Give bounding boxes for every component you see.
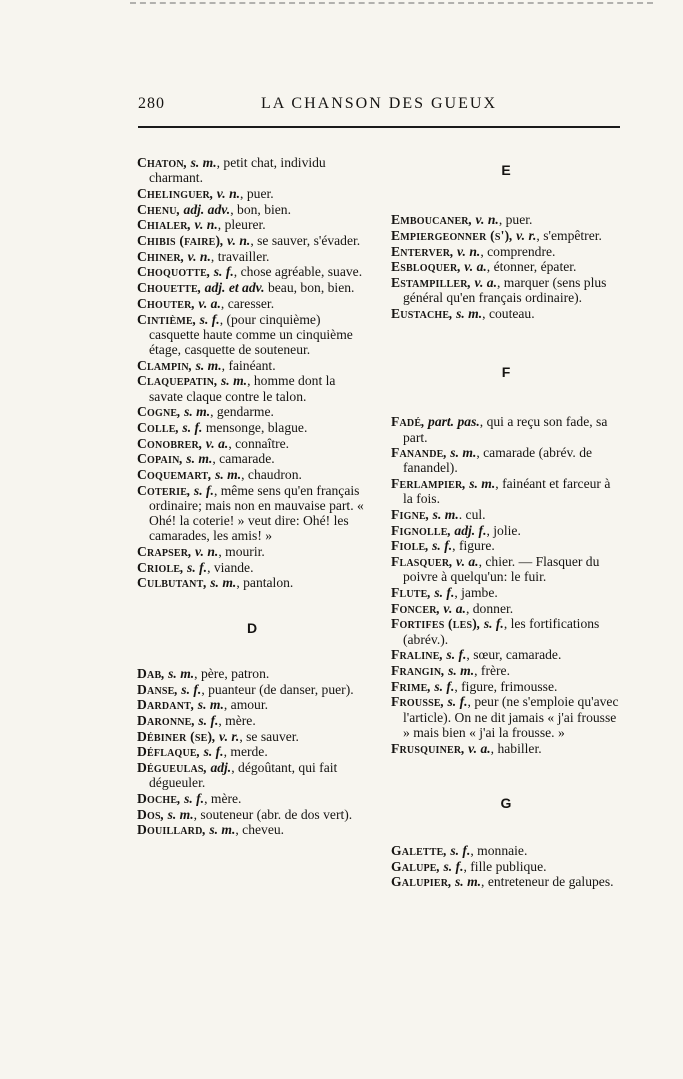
definition: , mourir. — [218, 544, 265, 560]
grammar-label: , adj. f. — [447, 522, 487, 538]
definition: , même sens qu'en français ordinaire; mais non en mauvaise part. « Ohé! la coterie! » veut dire: Ohé! les camarades, les amis! » — [149, 482, 364, 544]
definition: , homme dont la savate claque contre le talon. — [149, 373, 336, 404]
grammar-label: , s. m. — [188, 357, 222, 373]
definition: , connaître. — [228, 435, 290, 451]
grammar-label: , s. f. — [440, 694, 468, 710]
headword: Daronne — [137, 713, 192, 728]
definition: , viande. — [207, 559, 254, 575]
headword: Chialer — [137, 217, 188, 233]
definition: , bon, bien. — [230, 201, 292, 217]
grammar-label: , s. m. — [160, 806, 194, 822]
definition: , jambe. — [454, 585, 498, 601]
headword: Chouette — [137, 280, 198, 296]
grammar-label: , v. n. — [209, 185, 241, 201]
grammar-label: , v. a. — [191, 295, 221, 311]
headword: Clampin — [137, 357, 189, 373]
headword: Fanande — [391, 445, 444, 461]
definition: , (pour cinquième) casquette haute comme un cinquième étage, casquette de souteneur. — [149, 311, 353, 357]
headword: Crapser — [137, 544, 189, 560]
grammar-label: , v. n. — [220, 233, 251, 249]
dictionary-entry — [391, 414, 621, 444]
headword: Déflaque — [137, 744, 197, 760]
dictionary-entry — [137, 713, 367, 728]
headword: Flasquer — [391, 554, 450, 570]
grammar-label: , v. a. — [436, 600, 466, 616]
grammar-label: , s. m. — [161, 665, 195, 681]
dictionary-entry — [391, 601, 621, 616]
headword: Empiergeonner (s') — [391, 227, 510, 243]
definition: , dégoûtant, qui fait dégueuler. — [149, 760, 338, 791]
grammar-label: , s. f. — [443, 843, 471, 858]
definition: , figure. — [452, 538, 495, 554]
definition: mensonge, blague. — [202, 419, 308, 435]
definition: , s'empêtrer. — [536, 227, 602, 243]
definition: , chier. — Flasquer du poivre à quelqu'un: le fuir. — [403, 554, 600, 585]
dictionary-entry — [391, 306, 621, 321]
dictionary-entry — [137, 404, 367, 419]
dictionary-entry — [137, 436, 367, 451]
dictionary-entry — [137, 296, 367, 311]
definition: , comprendre. — [480, 243, 556, 259]
page-top-edge — [130, 2, 653, 10]
headword: Copain — [137, 451, 180, 467]
grammar-label: , adj. et adv. — [197, 280, 265, 296]
headword: Emboucaner — [391, 212, 469, 228]
headword: Frangin — [391, 663, 442, 679]
definition: , qui a reçu son fade, sa part. — [403, 414, 608, 445]
dictionary-entry — [137, 791, 367, 806]
grammar-label: , s. f. — [427, 678, 455, 694]
definition: , travailler. — [210, 248, 270, 264]
definition: , fille publique. — [463, 858, 547, 874]
definition: , petit chat, individu charmant. — [149, 155, 326, 186]
definition: , puanteur (de danser, puer). — [201, 681, 354, 697]
grammar-label: , s. f. — [192, 311, 220, 327]
section-letter-f: F — [501, 364, 511, 381]
section-e-entries — [391, 212, 621, 321]
grammar-label: , s. f. — [196, 744, 224, 760]
dictionary-entry — [391, 228, 621, 243]
grammar-label: , v. n. — [468, 212, 499, 228]
definition: , couteau. — [482, 305, 535, 321]
definition: , figure, frimousse. — [454, 678, 558, 694]
headword: Doche — [137, 791, 178, 807]
grammar-label: , s. f. — [191, 713, 219, 728]
running-title: LA CHANSON DES GUEUX — [260, 95, 497, 112]
definition: , peur (ne s'emploie qu'avec l'article). On ne dit jamais « j'ai frousse » mais bien « j'ai la frousse. » — [403, 694, 619, 740]
dictionary-entry — [391, 843, 621, 858]
dictionary-entry — [137, 420, 367, 435]
grammar-label: , s. m. — [177, 404, 211, 420]
grammar-label: , s. f. — [425, 538, 453, 554]
section-g-entries — [391, 843, 621, 890]
dictionary-entry — [137, 155, 367, 185]
dictionary-entry — [391, 679, 621, 694]
headword: Galette — [391, 843, 444, 858]
grammar-label: , part. pas. — [421, 414, 480, 430]
definition: , jolie. — [486, 522, 521, 538]
section-letter-d: D — [246, 619, 258, 636]
definition: , chaudron. — [241, 467, 302, 483]
running-header — [138, 95, 620, 117]
definition: , entreteneur de galupes. — [481, 874, 614, 890]
section-f-entries — [391, 414, 621, 755]
dictionary-entry — [137, 280, 367, 295]
grammar-label: , adj. — [203, 760, 232, 776]
definition: , marquer (sens plus général qu'en français ordinaire). — [403, 275, 607, 306]
definition: , fainéant et farceur à la fois. — [403, 476, 611, 507]
grammar-label: , s. m. — [443, 445, 477, 461]
dictionary-entry — [391, 538, 621, 553]
headword: Dardant — [137, 697, 191, 713]
headword: Esbloquer — [391, 259, 458, 275]
dictionary-entry — [137, 807, 367, 822]
grammar-label: , s. m. — [214, 373, 248, 389]
dictionary-entry — [391, 616, 621, 646]
headword: Foncer — [391, 600, 437, 616]
dictionary-entry — [391, 647, 621, 662]
dictionary-entry — [391, 859, 621, 874]
grammar-label: , v. n. — [180, 248, 211, 264]
dictionary-entry — [137, 202, 367, 217]
grammar-label: , v. r. — [509, 227, 537, 243]
dictionary-entry — [391, 741, 621, 756]
grammar-label: , s. m. — [462, 476, 496, 492]
grammar-label: , v. a. — [198, 435, 229, 451]
grammar-label: , s. m. — [208, 467, 242, 483]
dictionary-entry — [137, 358, 367, 373]
dictionary-entry — [137, 822, 367, 837]
headword: Cintième — [137, 311, 193, 327]
section-letter-g: G — [500, 794, 512, 811]
dictionary-entry — [391, 507, 621, 522]
headword: Fortifes (les) — [391, 616, 478, 632]
right-column — [391, 155, 621, 890]
dictionary-entry — [137, 249, 367, 264]
dictionary-entry — [391, 445, 621, 475]
dictionary-entry — [137, 186, 367, 201]
grammar-label: , s. m. — [441, 663, 475, 679]
section-letter-e: E — [501, 162, 511, 178]
grammar-label: , v. r. — [212, 728, 240, 744]
grammar-label: , s. f. — [180, 559, 208, 575]
dictionary-entry — [137, 682, 367, 697]
headword: Galupier — [391, 874, 449, 890]
dictionary-entry — [137, 544, 367, 559]
definition: , puer. — [240, 185, 274, 201]
headword: Fadé — [391, 414, 422, 430]
headword: Ferlampier — [391, 476, 463, 492]
grammar-label: , adj. adv. — [176, 201, 231, 217]
headword: Chouter — [137, 295, 192, 311]
definition: , donner. — [465, 600, 514, 616]
headword: Dégueulas — [137, 760, 204, 776]
grammar-label: , s. m. — [448, 874, 482, 890]
headword: Galupe — [391, 858, 437, 874]
grammar-label: , s. f. — [187, 482, 214, 498]
grammar-label: , s. m. — [449, 305, 483, 321]
definition: , se sauver. — [239, 728, 299, 744]
definition: , merde. — [223, 744, 268, 760]
dictionary-entry — [137, 483, 367, 544]
grammar-label: , v. a. — [461, 740, 491, 756]
dictionary-entry — [137, 451, 367, 466]
definition: , pleurer. — [217, 217, 266, 233]
dictionary-entry — [391, 244, 621, 259]
grammar-label: , s. f. — [439, 647, 467, 663]
definition: , camarade (abrév. de fanandel). — [403, 445, 593, 476]
page-number: 280 — [138, 95, 165, 112]
dictionary-entry — [391, 694, 621, 740]
headword: Chibis (faire) — [137, 233, 221, 249]
headword: Dos — [137, 806, 161, 822]
definition: , pantalon. — [236, 575, 294, 591]
dictionary-entry — [137, 233, 367, 248]
headword: Conobrer — [137, 435, 199, 451]
dictionary-entry — [137, 312, 367, 358]
headword: Chelinguer — [137, 185, 210, 201]
dictionary-entry — [391, 275, 621, 305]
headword: Dab — [137, 665, 162, 681]
headword: Choquotte — [137, 264, 207, 280]
headword: Figne — [391, 507, 426, 523]
dictionary-entry — [391, 476, 621, 506]
definition: , monnaie. — [470, 843, 528, 858]
definition: , chose agréable, suave. — [233, 264, 363, 280]
dictionary-entry — [137, 666, 367, 681]
headword: Coterie — [137, 482, 188, 498]
headword: Débiner (se) — [137, 728, 213, 744]
dictionary-entry — [391, 585, 621, 600]
definition: , père, patron. — [194, 665, 270, 681]
dictionary-entry — [137, 697, 367, 712]
dictionary-entry — [137, 560, 367, 575]
definition: , se sauver, s'évader. — [250, 233, 361, 249]
headword: Fraline — [391, 647, 440, 663]
section-d-entries — [137, 666, 367, 838]
headword: Colle — [137, 419, 176, 435]
headword: Frime — [391, 678, 428, 694]
headword: Chenu — [137, 201, 177, 217]
definition: , les fortifications (abrév.). — [403, 616, 600, 647]
section-c-entries — [137, 155, 367, 591]
grammar-label: , s. m. — [179, 451, 213, 467]
grammar-label: , v. n. — [187, 217, 218, 233]
dictionary-entry — [391, 523, 621, 538]
headword: Chaton — [137, 155, 184, 170]
grammar-label: , v. a. — [449, 554, 479, 570]
headword: Claquepatin — [137, 373, 215, 389]
left-column — [137, 155, 367, 838]
grammar-label: , s. m. — [203, 575, 237, 591]
grammar-label: , v. a. — [457, 259, 487, 275]
grammar-label: , s. f. — [477, 616, 504, 632]
headword: Eustache — [391, 305, 450, 321]
grammar-label: , s. f. — [174, 681, 202, 697]
headword: Chiner — [137, 248, 181, 264]
headword: Fiole — [391, 538, 426, 554]
grammar-label: , s. m. — [425, 507, 459, 523]
definition: , frère. — [474, 663, 510, 679]
dictionary-entry — [391, 212, 621, 227]
grammar-label: , v. n. — [188, 544, 219, 560]
grammar-label: , s. f. — [206, 264, 234, 280]
headword: Fignolle — [391, 522, 448, 538]
dictionary-entry — [391, 259, 621, 274]
headword: Frusquiner — [391, 740, 462, 756]
headword: Enterver — [391, 243, 451, 259]
headword: Danse — [137, 681, 175, 697]
grammar-label: , v. a. — [467, 275, 497, 291]
dictionary-entry — [137, 575, 367, 590]
grammar-label: , v. n. — [450, 243, 481, 259]
dictionary-entry — [391, 663, 621, 678]
definition: beau, bon, bien. — [264, 280, 355, 296]
definition: , puer. — [498, 212, 533, 228]
headword: Douillard — [137, 822, 203, 838]
headword: Coquemart — [137, 467, 209, 483]
dictionary-entry — [137, 373, 367, 403]
headword: Flute — [391, 585, 428, 601]
dictionary-entry — [391, 874, 621, 889]
dictionary-entry — [391, 554, 621, 584]
definition: , fainéant. — [221, 357, 276, 373]
definition: , mère. — [218, 713, 256, 728]
headword: Estampiller — [391, 275, 468, 291]
dictionary-entry — [137, 467, 367, 482]
dictionary-entry — [137, 729, 367, 744]
grammar-label: , s. f. — [177, 791, 205, 807]
grammar-label: , s. m. — [183, 155, 217, 170]
grammar-label: , s. f. — [175, 419, 203, 435]
definition: , caresser. — [220, 295, 275, 311]
grammar-label: , s. f. — [427, 585, 455, 601]
grammar-label: , s. f. — [436, 858, 464, 874]
dictionary-entry — [137, 760, 367, 790]
definition: , habiller. — [490, 740, 542, 756]
definition: , cheveu. — [235, 822, 285, 838]
definition: , camarade. — [212, 451, 275, 467]
dictionary-entry — [137, 264, 367, 279]
definition: , gendarme. — [210, 404, 274, 420]
dictionary-entry — [137, 217, 367, 232]
header-rule — [138, 126, 620, 128]
definition: , mère. — [204, 791, 242, 807]
definition: , souteneur (abr. de dos vert). — [193, 806, 353, 822]
grammar-label: , s. m. — [191, 697, 224, 713]
definition: . cul. — [458, 507, 486, 523]
definition: , étonner, épater. — [486, 259, 577, 275]
dictionary-entry — [137, 744, 367, 759]
headword: Cogne — [137, 404, 178, 420]
grammar-label: , s. m. — [202, 822, 236, 838]
headword: Criole — [137, 559, 181, 575]
definition: , amour. — [223, 697, 269, 713]
definition: , sœur, camarade. — [466, 647, 562, 663]
headword: Culbutant — [137, 575, 204, 591]
headword: Frousse — [391, 694, 441, 710]
